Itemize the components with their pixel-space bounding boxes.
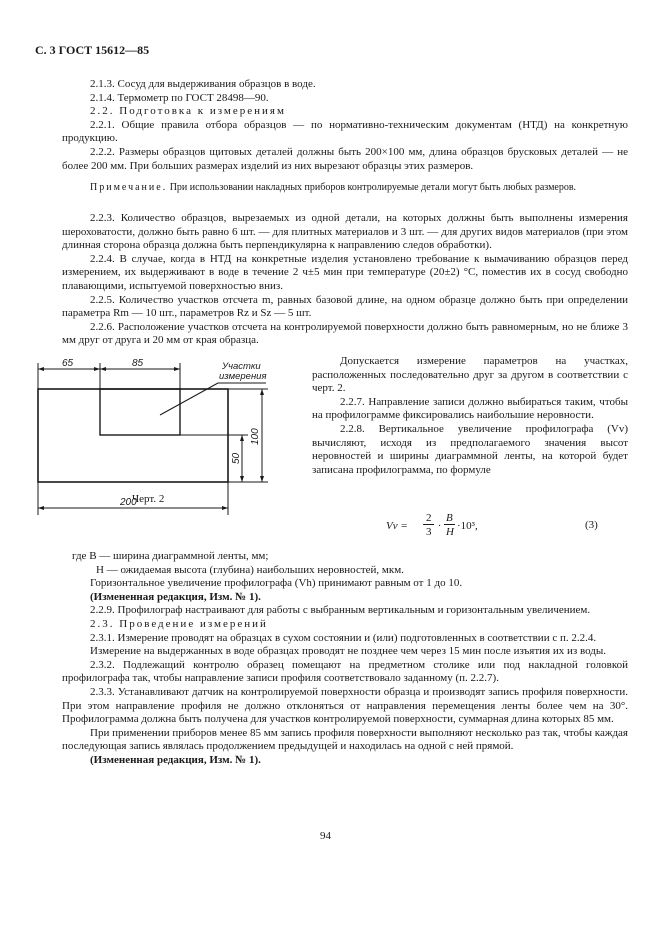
paragraph: 2.3.2. Подлежащий контролю образец помещают на предметном столике или под накладной головкой профилографа так, чтобы направление записи профиля соответствовало заданному (п. 2.2.7). xyxy=(62,658,628,685)
section-2-1-2-2 xyxy=(62,78,628,173)
paragraph: 2.3.1. Измерение проводят на образцах в сухом состоянии и (или) подготовленных в соответствии с п. 2.2.4. xyxy=(90,631,597,644)
formula-num2: B xyxy=(446,512,453,524)
area-label-line1: Участки xyxy=(222,361,261,372)
section-heading: 2.3. Проведение измерений xyxy=(90,617,268,630)
fraction-bar xyxy=(423,524,434,525)
paragraph: Горизонтальное увеличение профилографа (Vh) принимают равным от 1 до 10. xyxy=(90,577,463,590)
paragraph: При применении приборов менее 85 мм запись профиля поверхности выполняют несколько раз так, чтобы каждая последующая запись являлась продолжением предыдущей и находилась на одной с ней прямой. xyxy=(62,726,628,753)
measurement-area xyxy=(100,389,180,435)
page-number: 94 xyxy=(320,830,331,842)
paragraph: 2.2.1. Общие правила отбора образцов — по нормативно-техническим документам (НТД) на конкретную продукцию. xyxy=(62,118,628,145)
note-block xyxy=(62,182,628,195)
paragraph: 2.2.2. Размеры образцов щитовых деталей должны быть 200×100 мм, длина образцов брусковых деталей — не более 200 мм. При больших размерах изделий из них вырезают образцы этих размеров. xyxy=(62,145,628,172)
dim-50-label: 50 xyxy=(231,452,242,464)
paragraph: 2.1.4. Термометр по ГОСТ 28498—90. xyxy=(90,91,269,104)
paragraph: 2.2.3. Количество образцов, вырезаемых из одной детали, на которых должны быть выполнены измерения шероховатости, должно быть равно 6 шт. — для плитных материалов и 3 шт. — для других видов материалов (при этом длинная сторона образца должна быть перпендикулярна к направлению следов обработки). xyxy=(62,212,628,252)
paragraph: Допускается измерение параметров на участках, расположенных последовательно друг за другом в соответствии с черт. 2. xyxy=(312,355,628,395)
formula-den1: 3 xyxy=(426,526,432,538)
section-lower xyxy=(62,550,628,768)
note-label: Примечание. xyxy=(90,182,168,193)
section-2-2-3-2-2-6 xyxy=(62,212,628,348)
paragraph: 2.3.3. Устанавливают датчик на контролируемой поверхности образца и производят запись профиля поверхности. При этом направление профиля не должно отклоняться от направления перемещения ленты более чем на 30°. Профилограмма должна быть получена для участков контролируемой поверхности, суммарная длина которых 85 мм. xyxy=(62,685,628,726)
formula-lhs: Vv = xyxy=(386,520,408,532)
note-paragraph xyxy=(62,182,628,195)
paragraph: 2.2.7. Направление записи должно выбираться таким, чтобы на профилограмме фиксировались наибольшие неровности. xyxy=(312,395,628,422)
dim-65-label: 65 xyxy=(62,358,74,369)
dim-85-label: 85 xyxy=(132,358,144,369)
amendment-note: (Измененная редакция, Изм. № 1). xyxy=(90,753,261,766)
formula-tail: ·10³, xyxy=(457,520,478,532)
paragraph: 2.2.4. В случае, когда в НТД на конкретные изделия установлено требование к вымачиванию образцов перед измерением, их выдерживают в воде в течение 2 ч±5 мин при температуре (20±2) °С, поместив их в сосуд свободно плавающими, испытуемой поверхностью вниз. xyxy=(62,252,628,292)
paragraph: 2.2.6. Расположение участков отсчета на контролируемой поверхности должно быть равномерным, но не ближе 3 мм друг от друга и 20 мм от края образца. xyxy=(62,320,628,347)
paragraph: 2.2.5. Количество участков отсчета m, равных базовой длине, на одном образце должно быть при определении параметра Rm — 10 шт., параметров Rz и Sz — 5 шт. xyxy=(62,293,628,320)
dim-200-label: 200 xyxy=(120,497,137,508)
paragraph: 2.2.9. Профилограф настраивают для работы с выбранным вертикальным и горизонтальным увеличением. xyxy=(90,604,591,617)
paragraph: где B — ширина диаграммной ленты, мм; xyxy=(72,550,269,562)
note-text: При использовании накладных приборов контролируемые детали могут быть любых размеров. xyxy=(167,182,577,193)
area-label-line2: измерения xyxy=(219,371,267,382)
formula-num1: 2 xyxy=(426,512,432,524)
figure-2-drawing xyxy=(36,355,306,525)
figure-caption: Черт. 2 xyxy=(132,493,165,505)
paragraph: Измерение на выдержанных в воде образцах проводят не позднее чем через 15 мин после изъятия их из воды. xyxy=(90,645,607,658)
paragraph: H — ожидаемая высота (глубина) наибольших неровностей, мкм. xyxy=(96,563,404,576)
paragraph: 2.1.3. Сосуд для выдерживания образцов в воде. xyxy=(90,78,316,90)
page-header: С. 3 ГОСТ 15612—85 xyxy=(35,43,150,57)
fraction-bar xyxy=(444,524,455,525)
right-column xyxy=(312,355,628,477)
amendment-note: (Измененная редакция, Изм. № 1). xyxy=(90,590,261,603)
dim-100-label: 100 xyxy=(250,428,261,445)
formula-den2: H xyxy=(446,526,454,538)
section-heading: 2.2. Подготовка к измерениям xyxy=(90,105,286,118)
formula-dot: · xyxy=(438,520,441,532)
equation-number: (3) xyxy=(585,519,598,531)
paragraph: 2.2.8. Вертикальное увеличение профилографа (Vv) вычисляют, исходя из предполагаемого значения высот неровностей и ширины диаграммной ленты, на которой будет записана профилограмма, по формуле xyxy=(312,422,628,476)
